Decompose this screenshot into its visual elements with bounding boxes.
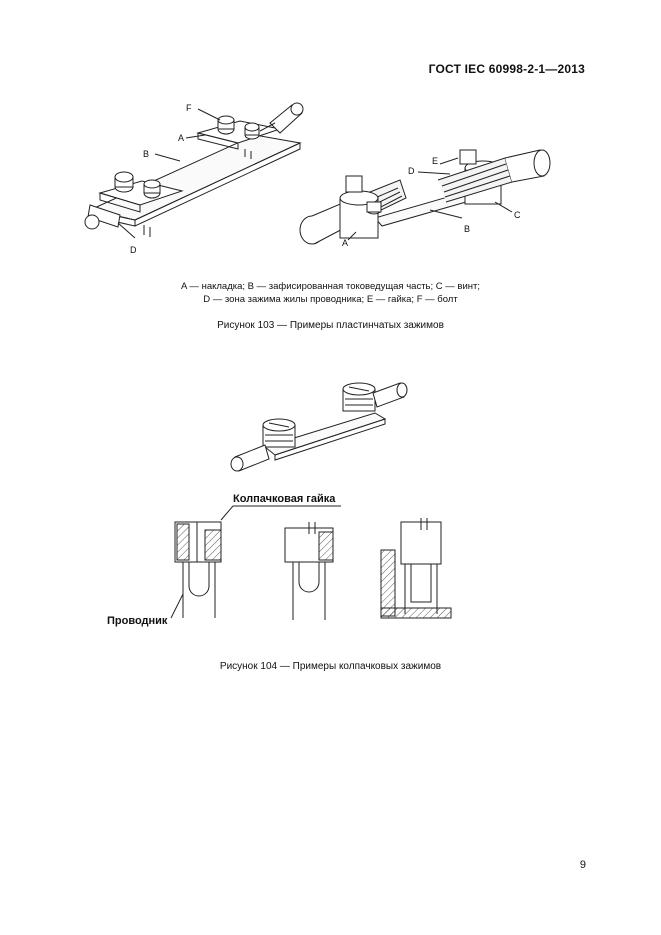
fig104-perspective-drawing [225,375,415,475]
fig103-legend-line1: A — накладка; B — зафисированная токоведущая часть; C — винт; [180,281,481,292]
fig104-section-drawings [105,490,455,635]
fig103-caption: Рисунок 103 — Примеры пластинчатых зажимов [217,320,444,331]
fig103-label-E: E [432,156,439,166]
fig104-label-conductor: Проводник [107,615,168,627]
fig103-label-B: B [143,149,150,159]
document-header: ГОСТ IEC 60998-2-1—2013 [428,62,585,76]
fig104-caption: Рисунок 104 — Примеры колпачковых зажимов [219,661,442,672]
fig103-right-drawing [290,140,560,255]
fig103-legend-line2: D — зона зажима жилы проводника; E — гайка; F — болт [203,294,458,305]
fig103-label-F: F [186,103,192,113]
fig103-label-A-right: A [342,238,349,248]
page-number: 9 [579,859,586,871]
fig103-label-D-right: D [408,166,415,176]
fig103-label-D: D [130,245,137,255]
fig103-label-C: C [514,210,521,220]
fig103-label-A: A [178,133,185,143]
fig103-legend [0,280,661,306]
fig104-label-cap-nut: Колпачковая гайка [233,493,336,505]
fig103-left-drawing [80,95,315,260]
fig103-label-B-right: B [464,224,471,234]
